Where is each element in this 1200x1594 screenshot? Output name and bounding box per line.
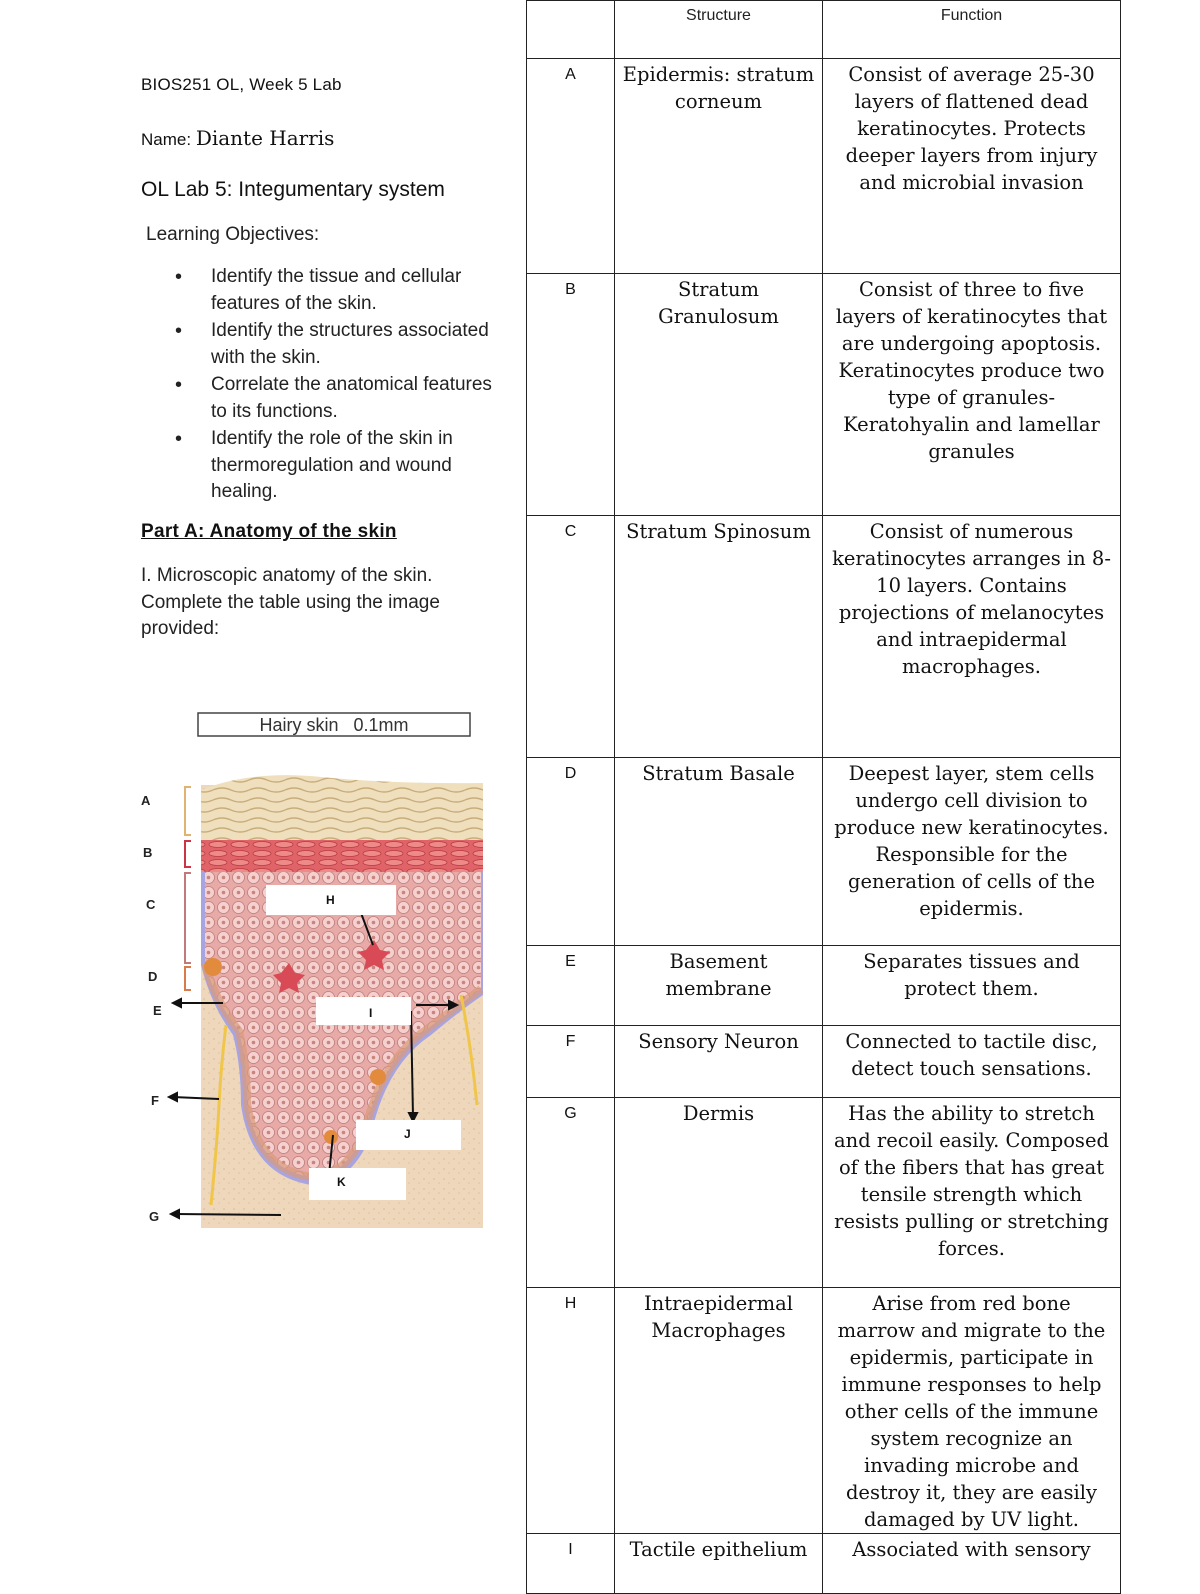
stratum-granulosum: [201, 840, 483, 872]
lab-title: OL Lab 5: Integumentary system: [141, 178, 445, 201]
bracket-d: [185, 967, 191, 990]
label-box-k: [309, 1168, 406, 1200]
diagram-label-c: C: [146, 897, 156, 912]
row-function: Deepest layer, stem cells undergo cell division to produce new keratinocytes. Responsible for the generation of cells of the epidermis.: [823, 758, 1121, 946]
table-row: [527, 59, 1121, 274]
row-label: D: [527, 758, 615, 946]
bracket-b: [185, 841, 191, 867]
row-label: F: [527, 1026, 615, 1098]
table-row: [527, 274, 1121, 516]
diagram-label-j: J: [404, 1127, 411, 1141]
melanocyte: [370, 1069, 386, 1085]
row-structure: Tactile epithelium: [615, 1534, 823, 1594]
arrow-g: [175, 1214, 281, 1215]
diagram-label-d: D: [148, 969, 158, 984]
bracket-c: [185, 873, 191, 963]
objective-item: • Correlate the anatomical features to its functions.: [141, 372, 511, 425]
objective-item: • Identify the role of the skin in thermoregulation and wound healing.: [141, 426, 511, 506]
name-label: Name:: [141, 130, 192, 149]
label-box-i: [316, 997, 411, 1025]
row-function: Has the ability to stretch and recoil easily. Composed of the fibers that has great tensile strength which resists pulling or stretching forces.: [823, 1098, 1121, 1288]
header-structure: Structure: [615, 1, 823, 59]
table-row: [527, 1534, 1121, 1594]
part-a-instruction: I. Microscopic anatomy of the skin. Complete the table using the image provided:: [141, 565, 440, 639]
name-row: [141, 126, 334, 150]
table-row: [527, 1098, 1121, 1288]
row-function: Consist of average 25-30 layers of flattened dead keratinocytes. Protects deeper layers from injury and microbial invasion: [823, 59, 1121, 274]
row-structure: Sensory Neuron: [615, 1026, 823, 1098]
header-label: [527, 1, 615, 59]
melanocyte: [324, 1130, 338, 1144]
row-function: Consist of three to five layers of keratinocytes that are undergoing apoptosis. Keratinocytes produce two type of granules- Keratohyalin and lamellar granules: [823, 274, 1121, 516]
diagram-label-e: E: [153, 1003, 162, 1018]
row-structure: Stratum Granulosum: [615, 274, 823, 516]
row-structure: Epidermis: stratum corneum: [615, 59, 823, 274]
diagram-label-i: I: [369, 1006, 373, 1020]
objective-item: • Identify the tissue and cellular features of the skin.: [141, 264, 511, 317]
row-function: Connected to tactile disc, detect touch sensations.: [823, 1026, 1121, 1098]
row-label: I: [527, 1534, 615, 1594]
diagram-label-a: A: [141, 793, 151, 808]
diagram-label-h: H: [326, 893, 335, 907]
row-function: Consist of numerous keratinocytes arranges in 8-10 layers. Contains projections of melanocytes and intraepidermal macrophages.: [823, 516, 1121, 758]
table-row: [527, 516, 1121, 758]
objectives-title: Learning Objectives:: [146, 224, 320, 245]
melanocyte: [204, 958, 222, 976]
diagram-label-b: B: [143, 845, 153, 860]
table-row: [527, 758, 1121, 946]
course-line: BIOS251 OL, Week 5 Lab: [141, 75, 342, 94]
row-structure: Dermis: [615, 1098, 823, 1288]
row-function: Arise from red bone marrow and migrate to the epidermis, participate in immune responses to help other cells of the immune system recognize an invading microbe and destroy it, they are easily damaged by UV light.: [823, 1288, 1121, 1534]
diagram-label-g: G: [149, 1209, 160, 1224]
diagram-label-f: F: [151, 1093, 159, 1108]
row-structure: Intraepidermal Macrophages: [615, 1288, 823, 1534]
row-structure: Stratum Basale: [615, 758, 823, 946]
diagram-label-k: K: [337, 1175, 346, 1189]
row-label: E: [527, 946, 615, 1026]
row-label: H: [527, 1288, 615, 1534]
stratum-corneum: [201, 775, 483, 840]
table-row: [527, 1288, 1121, 1534]
table-header-row: [527, 1, 1121, 59]
row-label: A: [527, 59, 615, 274]
bracket-a: [185, 787, 191, 835]
row-function: Separates tissues and protect them.: [823, 946, 1121, 1026]
row-structure: Basement membrane: [615, 946, 823, 1026]
header-function: Function: [823, 1, 1121, 59]
figure-title: Hairy skin 0.1mm: [259, 715, 409, 735]
part-a-heading: Part A: Anatomy of the skin: [141, 521, 397, 542]
row-label: C: [527, 516, 615, 758]
row-function: Associated with sensory: [823, 1534, 1121, 1594]
row-structure: Stratum Spinosum: [615, 516, 823, 758]
skin-diagram: [141, 705, 501, 1245]
table-row: [527, 1026, 1121, 1098]
objective-item: • Identify the structures associated with the skin.: [141, 318, 511, 371]
objectives-list: [141, 264, 511, 507]
table-row: [527, 946, 1121, 1026]
row-label: G: [527, 1098, 615, 1288]
row-label: B: [527, 274, 615, 516]
structure-function-table: [526, 0, 1121, 1594]
student-name: Diante Harris: [195, 126, 335, 150]
